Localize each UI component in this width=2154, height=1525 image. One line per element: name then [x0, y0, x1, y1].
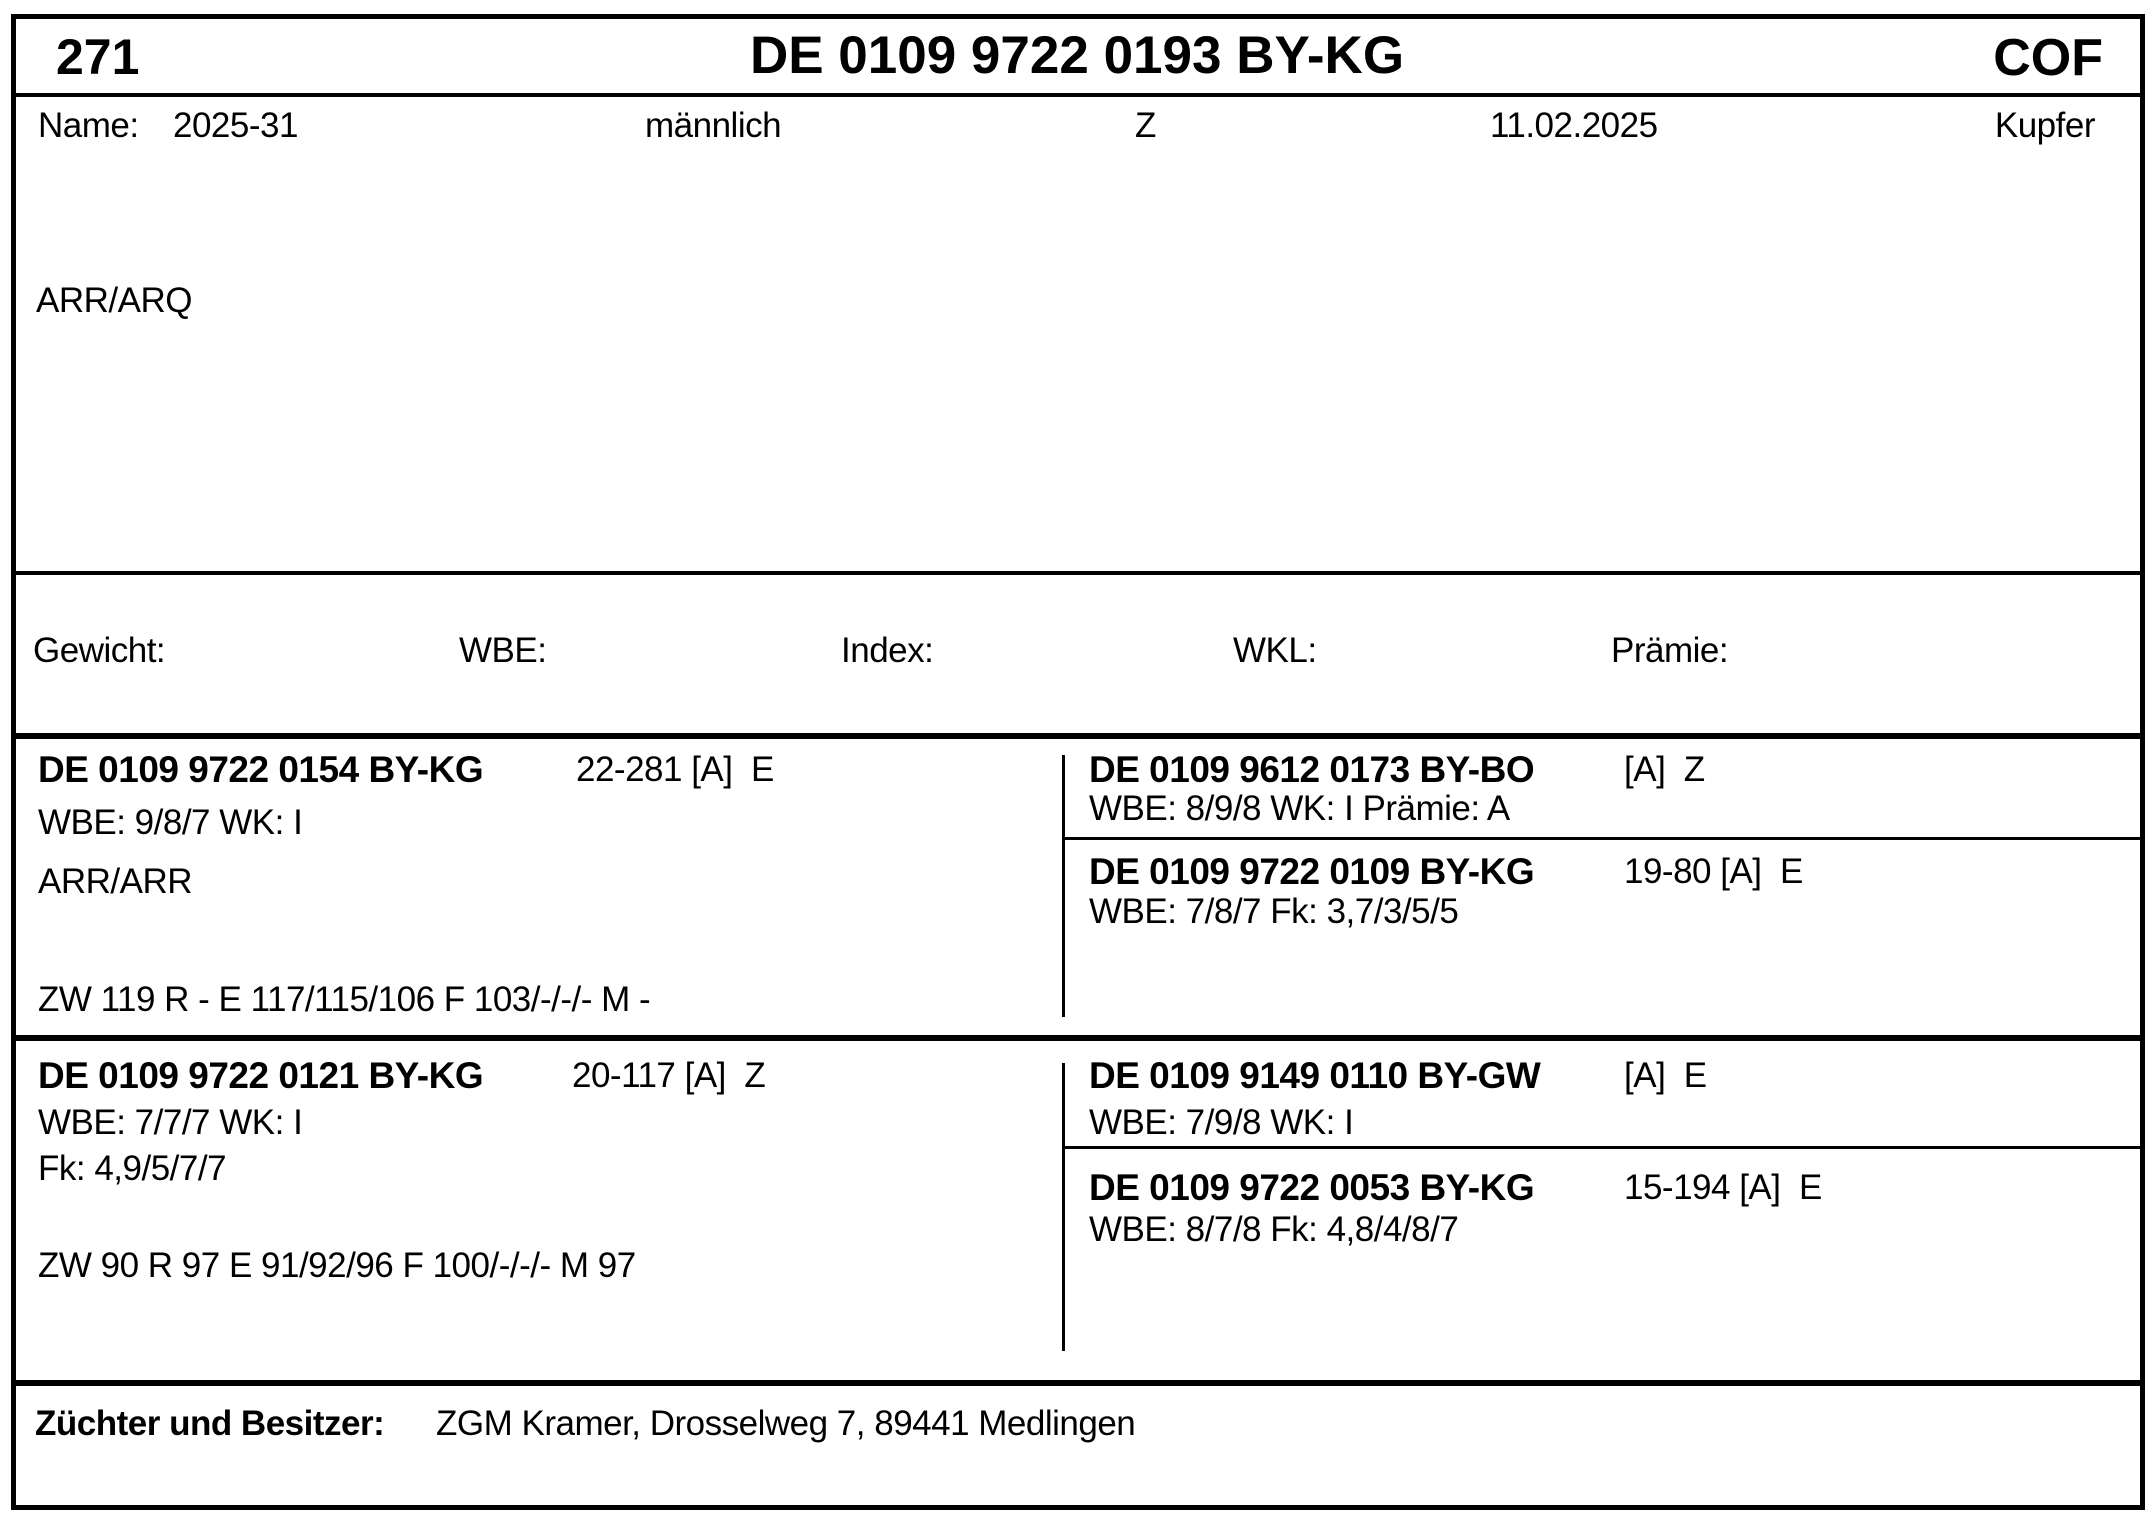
dam-fk: Fk: 4,9/5/7/7	[38, 1149, 227, 1188]
category-value: Z	[1135, 106, 1156, 145]
dam-dam-wbe: WBE: 8/7/8 Fk: 4,8/4/8/7	[1089, 1210, 1459, 1249]
name-label: Name:	[38, 106, 139, 145]
pedigree-middle-line	[14, 1035, 2140, 1041]
sire-genotype: ARR/ARR	[38, 862, 193, 901]
wbe-label: WBE:	[459, 631, 547, 670]
sex-value: männlich	[645, 106, 782, 145]
sire-wbe: WBE: 9/8/7 WK: I	[38, 803, 303, 842]
pedigree-column-divider-top	[1062, 755, 1065, 1017]
sire-branch-divider	[1062, 837, 2140, 840]
sire-sire-id: DE 0109 9612 0173 BY-BO	[1089, 749, 1535, 790]
dam-zw: ZW 90 R 97 E 91/92/96 F 100/-/-/- M 97	[38, 1246, 636, 1285]
pedigree-top-line	[14, 733, 2140, 739]
dam-id: DE 0109 9722 0121 BY-KG	[38, 1055, 484, 1096]
dam-dam-id: DE 0109 9722 0053 BY-KG	[1089, 1167, 1535, 1208]
sire-dam-number: 19-80 [A] E	[1624, 852, 1803, 891]
pedigree-column-divider-bottom	[1062, 1063, 1065, 1351]
breed-code: COF	[1993, 29, 2103, 87]
dam-number: 20-117 [A] Z	[572, 1056, 766, 1095]
sire-sire-number: [A] Z	[1624, 750, 1705, 789]
index-label: Index:	[841, 631, 934, 670]
dam-sire-id: DE 0109 9149 0110 BY-GW	[1089, 1055, 1541, 1096]
dam-sire-wbe: WBE: 7/9/8 WK: I	[1089, 1103, 1354, 1142]
wkl-label: WKL:	[1233, 631, 1317, 670]
sire-id: DE 0109 9722 0154 BY-KG	[38, 749, 484, 790]
section-divider-line	[14, 571, 2140, 575]
birth-date: 11.02.2025	[1490, 106, 1658, 145]
dam-branch-divider	[1062, 1146, 2140, 1149]
color-value: Kupfer	[1994, 106, 2095, 145]
sire-dam-wbe: WBE: 7/8/7 Fk: 3,7/3/5/5	[1089, 892, 1459, 931]
breeder-owner-label: Züchter und Besitzer:	[35, 1404, 385, 1443]
dam-wbe: WBE: 7/7/7 WK: I	[38, 1103, 303, 1142]
sire-dam-id: DE 0109 9722 0109 BY-KG	[1089, 851, 1535, 892]
genotype-value: ARR/ARQ	[36, 281, 192, 320]
footer-divider-line	[14, 1380, 2140, 1386]
sire-zw: ZW 119 R - E 117/115/106 F 103/-/-/- M -	[38, 980, 651, 1019]
name-value: 2025-31	[173, 106, 298, 145]
animal-id-title: DE 0109 9722 0193 BY-KG	[749, 26, 1405, 85]
sire-number: 22-281 [A] E	[576, 750, 774, 789]
sire-sire-wbe: WBE: 8/9/8 WK: I Prämie: A	[1089, 789, 1510, 828]
lot-number: 271	[56, 29, 140, 85]
breeder-owner-value: ZGM Kramer, Drosselweg 7, 89441 Medlingen	[436, 1404, 1136, 1443]
premium-label: Prämie:	[1611, 631, 1729, 670]
dam-sire-number: [A] E	[1624, 1056, 1707, 1095]
header-divider-line	[14, 93, 2140, 97]
weight-label: Gewicht:	[33, 631, 166, 670]
dam-dam-number: 15-194 [A] E	[1624, 1168, 1822, 1207]
